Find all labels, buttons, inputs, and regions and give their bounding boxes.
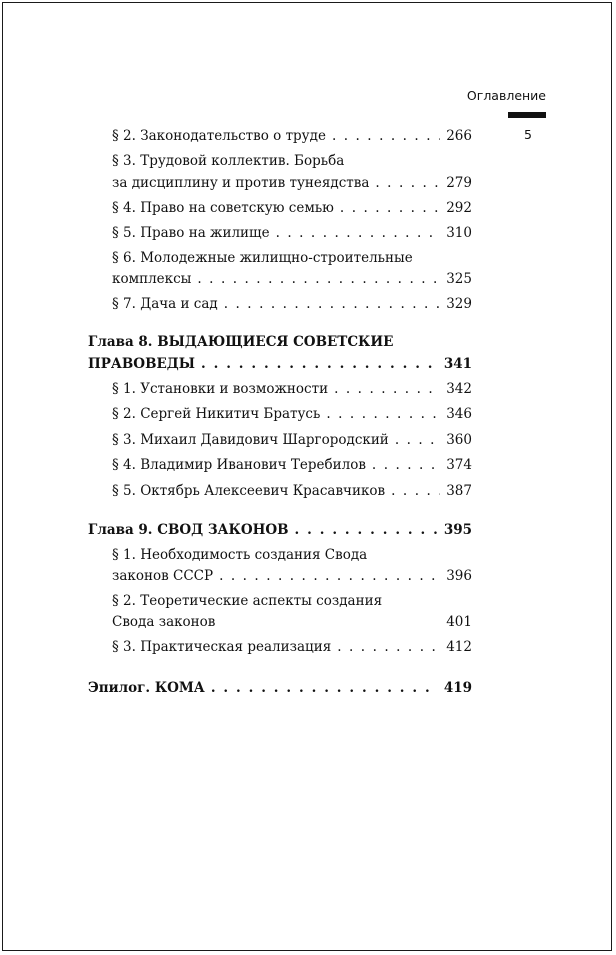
toc-entry (112, 406, 472, 422)
toc-entry-title: § 6. Молодежные жилищно-строительные (112, 250, 413, 266)
toc-entry-title: § 3. Практическая реализация (112, 639, 332, 655)
dot-leader (375, 175, 440, 191)
toc-entry (112, 457, 472, 473)
toc-entry-title: § 2. Законодательство о труде (112, 128, 326, 144)
toc-entry-title: § 5. Октябрь Алексеевич Красавчиков (112, 483, 386, 499)
toc-entry-title: § 5. Право на жилище (112, 225, 270, 241)
dot-leader (276, 225, 440, 241)
toc-entry-title: § 1. Установки и возможности (112, 381, 329, 397)
toc-entry-title-cont: законов СССР (112, 568, 214, 584)
toc-entry-title: § 7. Дача и сад (112, 296, 218, 312)
toc-entry-title-cont: Свода законов (112, 614, 216, 630)
toc-entry (112, 296, 472, 312)
chapter-entry (88, 356, 472, 372)
toc-entry-page: 360 (446, 432, 472, 448)
toc-entry-page: 279 (446, 175, 472, 191)
toc-entry-page: 292 (446, 200, 472, 216)
toc-entry (112, 128, 472, 144)
toc-entry-page: 387 (446, 483, 472, 499)
toc-entry-title: § 3. Трудовой коллектив. Борьба (112, 153, 345, 169)
toc-entry-page: 412 (446, 639, 472, 655)
dot-leader (332, 128, 440, 144)
chapter-page: 419 (443, 680, 472, 696)
toc-entry (112, 381, 472, 397)
toc-entry (112, 614, 472, 630)
dot-leader (326, 406, 440, 422)
chapter-title: Глава 9. СВОД ЗАКОНОВ (88, 522, 289, 538)
toc-entry (112, 200, 472, 216)
toc-entry-title: § 4. Владимир Иванович Теребилов (112, 457, 366, 473)
running-title: Оглавление (466, 88, 546, 103)
toc-entry-title: § 4. Право на советскую семью (112, 200, 334, 216)
toc-entry (112, 432, 472, 448)
page-number: 5 (524, 127, 532, 142)
toc-entry-page: 329 (446, 296, 472, 312)
dot-leader (211, 680, 438, 696)
dot-leader (224, 296, 440, 312)
toc-entry-page: 396 (446, 568, 472, 584)
toc-entry-page: 342 (446, 381, 472, 397)
toc-entry (112, 483, 472, 499)
toc-entry (112, 225, 472, 241)
toc-entry-title: § 1. Необходимость создания Свода (112, 547, 368, 563)
dot-leader (197, 271, 440, 287)
chapter-entry (88, 680, 472, 696)
chapter-page: 341 (443, 356, 472, 372)
chapter-page: 395 (443, 522, 472, 538)
dot-leader (337, 639, 440, 655)
chapter-title: Глава 8. ВЫДАЮЩИЕСЯ СОВЕТСКИЕ (88, 334, 394, 350)
chapter-title: Эпилог. КОМА (88, 680, 205, 696)
dot-leader (334, 381, 440, 397)
chapter-title-cont: ПРАВОВЕДЫ (88, 356, 195, 372)
toc-entry-page: 346 (446, 406, 472, 422)
toc-entry-page: 310 (446, 225, 472, 241)
dot-leader (295, 522, 438, 538)
dot-leader (372, 457, 440, 473)
toc-entry (112, 568, 472, 584)
toc-entry-page: 374 (446, 457, 472, 473)
toc-entry-title-cont: комплексы (112, 271, 192, 287)
dot-leader (201, 356, 438, 372)
toc-entry-page: 401 (446, 614, 472, 630)
toc-entry (112, 271, 472, 287)
toc-entry-page: 266 (446, 128, 472, 144)
toc-entry-page: 325 (446, 271, 472, 287)
dot-leader (395, 432, 440, 448)
toc-entry (112, 175, 472, 191)
toc-entry-title-cont: за дисциплину и против тунеядства (112, 175, 370, 191)
toc-entry-title: § 2. Сергей Никитич Братусь (112, 406, 321, 422)
dot-leader (219, 568, 440, 584)
dot-leader (340, 200, 440, 216)
toc-entry-title: § 3. Михаил Давидович Шаргородский (112, 432, 389, 448)
toc-entry (112, 639, 472, 655)
dot-leader (391, 483, 440, 499)
chapter-entry (88, 522, 472, 538)
toc-entry-title: § 2. Теоретические аспекты создания (112, 593, 383, 609)
